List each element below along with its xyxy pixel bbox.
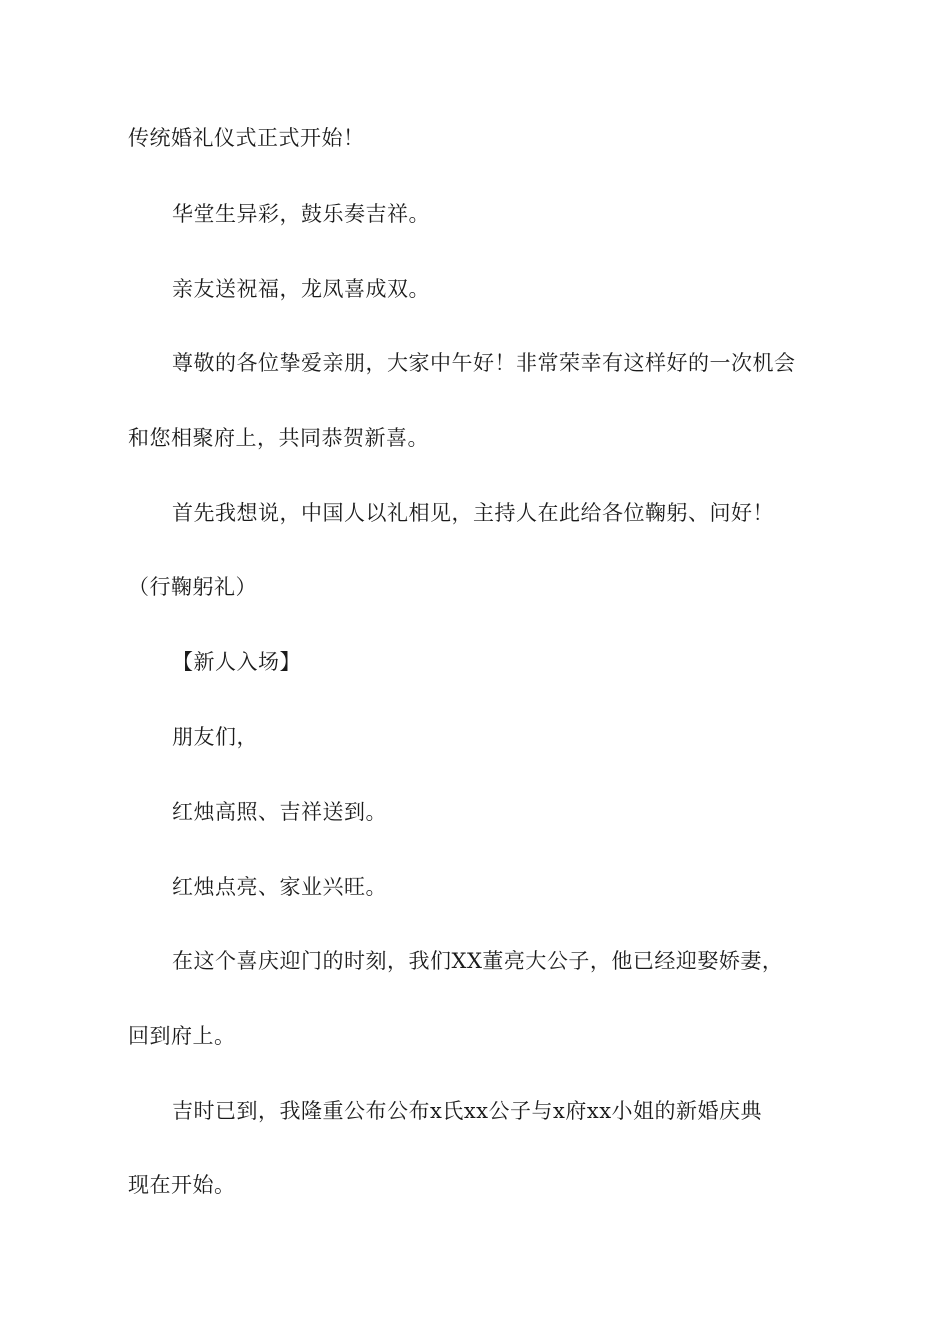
paragraph-line: 朋友们，	[172, 725, 258, 749]
paragraph-line: 在这个喜庆迎门的时刻，我们XX董亮大公子，他已经迎娶娇妻，	[172, 949, 784, 973]
paragraph-line: 传统婚礼仪式正式开始！	[128, 126, 365, 150]
paragraph-line: 和您相聚府上，共同恭贺新喜。	[128, 426, 429, 450]
section-heading: 【新人入场】	[172, 650, 301, 674]
paragraph-line: 红烛高照、吉祥送到。	[172, 800, 387, 824]
paragraph-line: （行鞠躬礼）	[128, 575, 257, 599]
paragraph-line: 红烛点亮、家业兴旺。	[172, 875, 387, 899]
paragraph-line: 现在开始。	[128, 1173, 236, 1197]
paragraph-line: 亲友送祝福，龙凤喜成双。	[172, 277, 430, 301]
paragraph-line: 回到府上。	[128, 1024, 236, 1048]
paragraph-line: 华堂生异彩，鼓乐奏吉祥。	[172, 202, 430, 226]
paragraph-line: 吉时已到，我隆重公布公布x氏xx公子与x府xx小姐的新婚庆典	[172, 1099, 763, 1123]
paragraph-line: 尊敬的各位挚爱亲朋，大家中午好！非常荣幸有这样好的一次机会	[172, 351, 796, 375]
paragraph-line: 首先我想说，中国人以礼相见，主持人在此给各位鞠躬、问好！	[172, 501, 774, 525]
